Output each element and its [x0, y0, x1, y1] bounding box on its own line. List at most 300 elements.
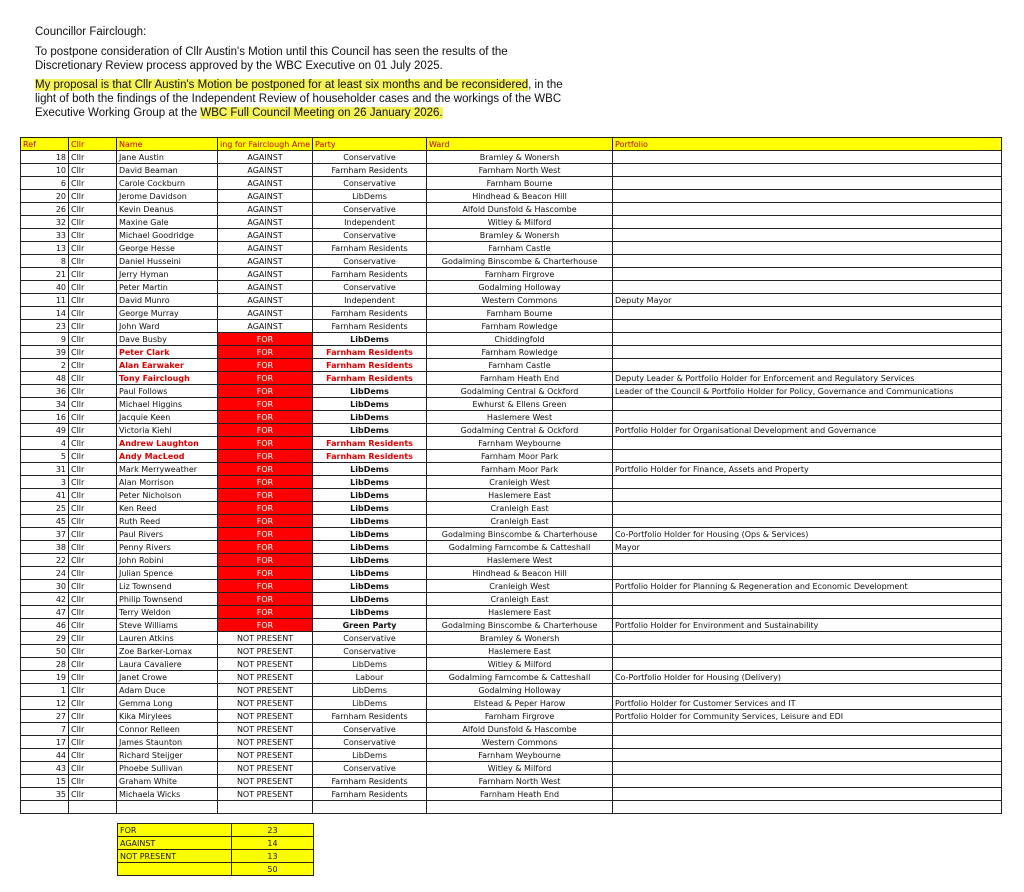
vote-cell: FOR: [218, 580, 313, 593]
ref-cell: 28: [21, 658, 69, 671]
name-cell: Phoebe Sullivan: [117, 762, 218, 775]
cllr-cell: Cllr: [69, 762, 117, 775]
ref-cell: 49: [21, 424, 69, 437]
totals-value: 23: [232, 824, 314, 837]
portfolio-cell: [613, 723, 1002, 736]
name-cell: James Staunton: [117, 736, 218, 749]
table-row: [21, 515, 1002, 528]
empty-cell: [613, 801, 1002, 814]
ref-cell: 25: [21, 502, 69, 515]
cllr-cell: Cllr: [69, 723, 117, 736]
party-cell: Conservative: [313, 229, 427, 242]
ward-cell: Farnham Castle: [427, 242, 613, 255]
ward-cell: Witley & Milford: [427, 762, 613, 775]
vote-cell: FOR: [218, 567, 313, 580]
totals-table-body: [118, 824, 314, 876]
party-cell: Farnham Residents: [313, 437, 427, 450]
ref-cell: 50: [21, 645, 69, 658]
portfolio-cell: [613, 736, 1002, 749]
ward-cell: Farnham North West: [427, 775, 613, 788]
table-row: [21, 606, 1002, 619]
ref-cell: 6: [21, 177, 69, 190]
ref-cell: 20: [21, 190, 69, 203]
name-cell: Tony Fairclough: [117, 372, 218, 385]
proposal-highlight-2: WBC Full Council Meeting on 26 January 2026.: [200, 107, 443, 119]
portfolio-cell: [613, 593, 1002, 606]
table-row: [21, 502, 1002, 515]
name-cell: Janet Crowe: [117, 671, 218, 684]
table-row: [21, 580, 1002, 593]
totals-row: [118, 863, 314, 876]
cllr-cell: Cllr: [69, 346, 117, 359]
ref-cell: 36: [21, 385, 69, 398]
header-name: Name: [117, 138, 218, 151]
ref-cell: 10: [21, 164, 69, 177]
cllr-cell: Cllr: [69, 424, 117, 437]
vote-cell: AGAINST: [218, 151, 313, 164]
ward-cell: Farnham Heath End: [427, 372, 613, 385]
party-cell: LibDems: [313, 333, 427, 346]
totals-value: 50: [232, 863, 314, 876]
name-cell: John Ward: [117, 320, 218, 333]
ref-cell: 16: [21, 411, 69, 424]
name-cell: George Hesse: [117, 242, 218, 255]
ref-cell: 40: [21, 281, 69, 294]
party-cell: LibDems: [313, 658, 427, 671]
ward-cell: Hindhead & Beacon Hill: [427, 567, 613, 580]
name-cell: Philip Townsend: [117, 593, 218, 606]
cllr-cell: Cllr: [69, 775, 117, 788]
ward-cell: Cranleigh East: [427, 502, 613, 515]
vote-cell: FOR: [218, 359, 313, 372]
vote-cell: FOR: [218, 398, 313, 411]
table-row: [21, 294, 1002, 307]
cllr-cell: Cllr: [69, 307, 117, 320]
ref-cell: 27: [21, 710, 69, 723]
vote-cell: AGAINST: [218, 190, 313, 203]
name-cell: Penny Rivers: [117, 541, 218, 554]
ref-cell: 22: [21, 554, 69, 567]
cllr-cell: Cllr: [69, 268, 117, 281]
table-row: [21, 723, 1002, 736]
totals-value: 14: [232, 837, 314, 850]
name-cell: Jerry Hyman: [117, 268, 218, 281]
table-row: [21, 307, 1002, 320]
ward-cell: Godalming Binscombe & Charterhouse: [427, 255, 613, 268]
cllr-cell: Cllr: [69, 697, 117, 710]
portfolio-cell: [613, 489, 1002, 502]
table-row: [21, 684, 1002, 697]
cllr-cell: Cllr: [69, 437, 117, 450]
cllr-cell: Cllr: [69, 203, 117, 216]
ref-cell: 32: [21, 216, 69, 229]
ref-cell: 31: [21, 463, 69, 476]
ward-cell: Godalming Farncombe & Catteshall: [427, 541, 613, 554]
vote-cell: AGAINST: [218, 177, 313, 190]
portfolio-cell: [613, 346, 1002, 359]
vote-cell: FOR: [218, 333, 313, 346]
party-cell: Conservative: [313, 281, 427, 294]
name-cell: David Beaman: [117, 164, 218, 177]
ward-cell: Godalming Central & Ockford: [427, 424, 613, 437]
ward-cell: Godalming Farncombe & Catteshall: [427, 671, 613, 684]
ref-cell: 23: [21, 320, 69, 333]
vote-cell: FOR: [218, 411, 313, 424]
ward-cell: Ewhurst & Ellens Green: [427, 398, 613, 411]
party-cell: Conservative: [313, 645, 427, 658]
ward-cell: Haslemere East: [427, 645, 613, 658]
table-row: [21, 697, 1002, 710]
party-cell: Conservative: [313, 723, 427, 736]
ref-cell: 39: [21, 346, 69, 359]
totals-label: NOT PRESENT: [118, 850, 232, 863]
party-cell: LibDems: [313, 593, 427, 606]
empty-cell: [427, 801, 613, 814]
portfolio-cell: [613, 515, 1002, 528]
name-cell: Alan Earwaker: [117, 359, 218, 372]
cllr-cell: Cllr: [69, 372, 117, 385]
table-row: [21, 177, 1002, 190]
empty-cell: [21, 801, 69, 814]
totals-value: 13: [232, 850, 314, 863]
name-cell: Paul Follows: [117, 385, 218, 398]
table-row: [21, 229, 1002, 242]
portfolio-cell: Portfolio Holder for Planning & Regeneration and Economic Development: [613, 580, 1002, 593]
table-row: [21, 437, 1002, 450]
vote-cell: FOR: [218, 450, 313, 463]
portfolio-cell: [613, 229, 1002, 242]
ward-cell: Bramley & Wonersh: [427, 151, 613, 164]
party-cell: Farnham Residents: [313, 450, 427, 463]
cllr-cell: Cllr: [69, 502, 117, 515]
ward-cell: Elstead & Peper Harow: [427, 697, 613, 710]
table-row: [21, 593, 1002, 606]
party-cell: Farnham Residents: [313, 320, 427, 333]
ref-cell: 12: [21, 697, 69, 710]
table-row: [21, 385, 1002, 398]
ward-cell: Witley & Milford: [427, 216, 613, 229]
ward-cell: Farnham Weybourne: [427, 437, 613, 450]
name-cell: Michael Goodridge: [117, 229, 218, 242]
cllr-cell: Cllr: [69, 554, 117, 567]
party-cell: Conservative: [313, 762, 427, 775]
party-cell: LibDems: [313, 411, 427, 424]
cllr-cell: Cllr: [69, 190, 117, 203]
proposal-paragraph: [35, 78, 575, 120]
vote-cell: AGAINST: [218, 242, 313, 255]
vote-cell: FOR: [218, 372, 313, 385]
table-row: [21, 541, 1002, 554]
vote-cell: AGAINST: [218, 320, 313, 333]
totals-row: [118, 837, 314, 850]
portfolio-cell: [613, 632, 1002, 645]
ward-cell: Farnham Heath End: [427, 788, 613, 801]
party-cell: LibDems: [313, 749, 427, 762]
vote-cell: NOT PRESENT: [218, 788, 313, 801]
cllr-cell: Cllr: [69, 242, 117, 255]
proposal-text: , in the light of both the findings of the Independent Review of householder cases and the workings of the WBC Executive Working Group at the: [35, 79, 563, 119]
ward-cell: Hindhead & Beacon Hill: [427, 190, 613, 203]
cllr-cell: Cllr: [69, 320, 117, 333]
cllr-cell: Cllr: [69, 398, 117, 411]
ward-cell: Farnham Weybourne: [427, 749, 613, 762]
totals-row: [118, 850, 314, 863]
name-cell: Carole Cockburn: [117, 177, 218, 190]
ward-cell: Godalming Holloway: [427, 281, 613, 294]
empty-cell: [218, 801, 313, 814]
cllr-cell: Cllr: [69, 489, 117, 502]
ward-cell: Farnham Moor Park: [427, 450, 613, 463]
cllr-cell: Cllr: [69, 788, 117, 801]
vote-cell: AGAINST: [218, 281, 313, 294]
table-row: [21, 203, 1002, 216]
portfolio-cell: [613, 203, 1002, 216]
party-cell: Conservative: [313, 151, 427, 164]
table-header-row: [21, 138, 1002, 151]
portfolio-cell: [613, 684, 1002, 697]
name-cell: Ken Reed: [117, 502, 218, 515]
name-cell: Kika Mirylees: [117, 710, 218, 723]
header-party: Party: [313, 138, 427, 151]
vote-cell: NOT PRESENT: [218, 632, 313, 645]
empty-cell: [69, 801, 117, 814]
ref-cell: 11: [21, 294, 69, 307]
name-cell: Dave Busby: [117, 333, 218, 346]
name-cell: Terry Weldon: [117, 606, 218, 619]
portfolio-cell: [613, 320, 1002, 333]
portfolio-cell: Co-Portfolio Holder for Housing (Delivery): [613, 671, 1002, 684]
cllr-cell: Cllr: [69, 281, 117, 294]
ward-cell: Godalming Holloway: [427, 684, 613, 697]
vote-cell: FOR: [218, 437, 313, 450]
party-cell: LibDems: [313, 515, 427, 528]
portfolio-cell: [613, 411, 1002, 424]
ward-cell: Farnham Bourne: [427, 177, 613, 190]
portfolio-cell: [613, 190, 1002, 203]
ref-cell: 47: [21, 606, 69, 619]
ward-cell: Godalming Central & Ockford: [427, 385, 613, 398]
party-cell: Farnham Residents: [313, 307, 427, 320]
name-cell: Jerome Davidson: [117, 190, 218, 203]
party-cell: LibDems: [313, 580, 427, 593]
party-cell: LibDems: [313, 697, 427, 710]
table-row: [21, 736, 1002, 749]
portfolio-cell: Leader of the Council & Portfolio Holder for Policy, Governance and Communications: [613, 385, 1002, 398]
name-cell: Michaela Wicks: [117, 788, 218, 801]
cllr-cell: Cllr: [69, 658, 117, 671]
cllr-cell: Cllr: [69, 645, 117, 658]
portfolio-cell: [613, 645, 1002, 658]
totals-table: [117, 823, 314, 876]
ward-cell: Alfold Dunsfold & Hascombe: [427, 723, 613, 736]
name-cell: Mark Merryweather: [117, 463, 218, 476]
name-cell: Kevin Deanus: [117, 203, 218, 216]
ref-cell: 46: [21, 619, 69, 632]
ref-cell: 15: [21, 775, 69, 788]
cllr-cell: Cllr: [69, 710, 117, 723]
party-cell: Farnham Residents: [313, 775, 427, 788]
proposal-highlight-1: My proposal is that Cllr Austin's Motion be postponed for at least six months and be reconsidered: [35, 79, 529, 91]
ref-cell: 9: [21, 333, 69, 346]
table-row: [21, 333, 1002, 346]
table-row: [21, 424, 1002, 437]
table-row: [21, 216, 1002, 229]
vote-cell: AGAINST: [218, 307, 313, 320]
portfolio-cell: [613, 658, 1002, 671]
portfolio-cell: [613, 255, 1002, 268]
vote-cell: FOR: [218, 385, 313, 398]
name-cell: Liz Townsend: [117, 580, 218, 593]
table-row: [21, 710, 1002, 723]
ref-cell: 8: [21, 255, 69, 268]
ref-cell: 5: [21, 450, 69, 463]
header-ref: Ref: [21, 138, 69, 151]
cllr-cell: Cllr: [69, 671, 117, 684]
portfolio-cell: Deputy Leader & Portfolio Holder for Enforcement and Regulatory Services: [613, 372, 1002, 385]
portfolio-cell: Deputy Mayor: [613, 294, 1002, 307]
vote-cell: NOT PRESENT: [218, 684, 313, 697]
portfolio-cell: Portfolio Holder for Community Services, Leisure and EDI: [613, 710, 1002, 723]
vote-cell: AGAINST: [218, 203, 313, 216]
ward-cell: Cranleigh West: [427, 476, 613, 489]
vote-cell: FOR: [218, 619, 313, 632]
party-cell: LibDems: [313, 398, 427, 411]
ref-cell: 44: [21, 749, 69, 762]
table-row: [21, 775, 1002, 788]
table-row: [21, 411, 1002, 424]
cllr-cell: Cllr: [69, 541, 117, 554]
ward-cell: Farnham Rowledge: [427, 346, 613, 359]
party-cell: Farnham Residents: [313, 372, 427, 385]
party-cell: Farnham Residents: [313, 268, 427, 281]
table-row: [21, 567, 1002, 580]
party-cell: Conservative: [313, 736, 427, 749]
table-row: [21, 398, 1002, 411]
table-row: [21, 320, 1002, 333]
ward-cell: Farnham Castle: [427, 359, 613, 372]
party-cell: Farnham Residents: [313, 788, 427, 801]
totals-label: AGAINST: [118, 837, 232, 850]
name-cell: Maxine Gale: [117, 216, 218, 229]
ward-cell: Haslemere West: [427, 554, 613, 567]
cllr-cell: Cllr: [69, 632, 117, 645]
party-cell: Farnham Residents: [313, 346, 427, 359]
party-cell: Conservative: [313, 177, 427, 190]
cllr-cell: Cllr: [69, 619, 117, 632]
ref-cell: 17: [21, 736, 69, 749]
ref-cell: 19: [21, 671, 69, 684]
ward-cell: Cranleigh West: [427, 580, 613, 593]
ward-cell: Godalming Binscombe & Charterhouse: [427, 619, 613, 632]
name-cell: David Munro: [117, 294, 218, 307]
portfolio-cell: Co-Portfolio Holder for Housing (Ops & Services): [613, 528, 1002, 541]
table-row: [21, 645, 1002, 658]
ref-cell: 24: [21, 567, 69, 580]
ref-cell: 30: [21, 580, 69, 593]
table-row: [21, 489, 1002, 502]
ward-cell: Witley & Milford: [427, 658, 613, 671]
totals-label: FOR: [118, 824, 232, 837]
table-row-empty: [21, 801, 1002, 814]
name-cell: Peter Clark: [117, 346, 218, 359]
name-cell: Laura Cavaliere: [117, 658, 218, 671]
name-cell: Daniel Husseini: [117, 255, 218, 268]
table-row: [21, 242, 1002, 255]
ward-cell: Cranleigh East: [427, 593, 613, 606]
party-cell: LibDems: [313, 567, 427, 580]
empty-cell: [117, 801, 218, 814]
cllr-cell: Cllr: [69, 463, 117, 476]
party-cell: Conservative: [313, 632, 427, 645]
party-cell: Farnham Residents: [313, 242, 427, 255]
ref-cell: 29: [21, 632, 69, 645]
vote-cell: FOR: [218, 476, 313, 489]
table-row: [21, 359, 1002, 372]
name-cell: Gemma Long: [117, 697, 218, 710]
ward-cell: Farnham North West: [427, 164, 613, 177]
portfolio-cell: [613, 151, 1002, 164]
vote-cell: FOR: [218, 593, 313, 606]
portfolio-cell: [613, 788, 1002, 801]
vote-cell: FOR: [218, 502, 313, 515]
portfolio-cell: Portfolio Holder for Customer Services and IT: [613, 697, 1002, 710]
ward-cell: Cranleigh East: [427, 515, 613, 528]
portfolio-cell: [613, 242, 1002, 255]
party-cell: Farnham Residents: [313, 359, 427, 372]
name-cell: Victoria Kiehl: [117, 424, 218, 437]
table-row: [21, 762, 1002, 775]
party-cell: Farnham Residents: [313, 710, 427, 723]
ward-cell: Bramley & Wonersh: [427, 229, 613, 242]
portfolio-cell: [613, 554, 1002, 567]
party-cell: Conservative: [313, 203, 427, 216]
party-cell: LibDems: [313, 684, 427, 697]
cllr-cell: Cllr: [69, 385, 117, 398]
ref-cell: 13: [21, 242, 69, 255]
ref-cell: 45: [21, 515, 69, 528]
portfolio-cell: [613, 398, 1002, 411]
ref-cell: 42: [21, 593, 69, 606]
ref-cell: 35: [21, 788, 69, 801]
party-cell: LibDems: [313, 424, 427, 437]
name-cell: Steve Williams: [117, 619, 218, 632]
name-cell: Peter Martin: [117, 281, 218, 294]
party-cell: Conservative: [313, 255, 427, 268]
table-row: [21, 788, 1002, 801]
cllr-cell: Cllr: [69, 606, 117, 619]
party-cell: Green Party: [313, 619, 427, 632]
name-cell: Adam Duce: [117, 684, 218, 697]
table-row: [21, 372, 1002, 385]
ref-cell: 3: [21, 476, 69, 489]
ref-cell: 18: [21, 151, 69, 164]
empty-cell: [313, 801, 427, 814]
voting-table: [20, 137, 1002, 814]
party-cell: LibDems: [313, 502, 427, 515]
name-cell: Connor Relleen: [117, 723, 218, 736]
name-cell: Richard Steijger: [117, 749, 218, 762]
header-cllr: Cllr: [69, 138, 117, 151]
vote-cell: NOT PRESENT: [218, 697, 313, 710]
name-cell: Jacquie Keen: [117, 411, 218, 424]
portfolio-cell: [613, 450, 1002, 463]
ref-cell: 33: [21, 229, 69, 242]
vote-cell: NOT PRESENT: [218, 710, 313, 723]
portfolio-cell: [613, 437, 1002, 450]
name-cell: Graham White: [117, 775, 218, 788]
header-vote: ing for Fairclough Ame: [218, 138, 313, 151]
portfolio-cell: [613, 476, 1002, 489]
